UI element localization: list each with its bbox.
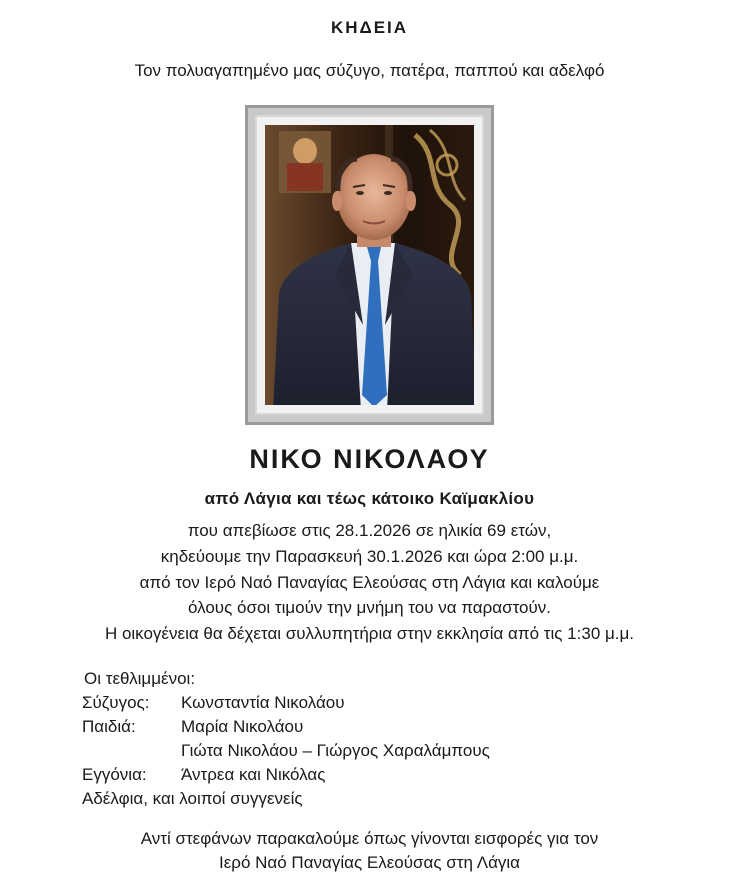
spouse-row xyxy=(82,691,345,715)
child-1-name: Μαρία Νικολάου xyxy=(181,717,304,736)
body-line-5: Η οικογένεια θα δέχεται συλλυπητήρια στην εκκλησία από τις 1:30 μ.μ. xyxy=(104,624,635,643)
spouse-label: Σύζυγος: xyxy=(82,693,150,712)
closing-line-2: Ιερό Ναό Παναγίας Ελεούσας στη Λάγια xyxy=(218,853,521,872)
children-row-2 xyxy=(82,739,490,763)
notice-heading: ΚΗΔΕΙΑ xyxy=(330,18,409,37)
photo-frame-inner xyxy=(255,115,484,415)
deceased-name: ΝΙΚΟ ΝΙΚΟΛΑΟΥ xyxy=(249,444,490,474)
siblings-row: Αδέλφια, και λοιποί συγγενείς xyxy=(82,789,303,808)
notice-intro: Τον πολυαγαπημένο μας σύζυγο, πατέρα, παππού και αδελφό xyxy=(134,61,605,80)
portrait-photo xyxy=(265,125,474,405)
photo-frame xyxy=(245,105,494,425)
body-line-4: όλους όσοι τιμούν την μνήμη του να παραστούν. xyxy=(187,598,552,617)
spouse-name: Κωνσταντία Νικολάου xyxy=(181,693,345,712)
children-row xyxy=(82,715,303,739)
children-label: Παιδιά: xyxy=(82,717,136,736)
grandchildren-label: Εγγόνια: xyxy=(82,765,147,784)
deceased-origin: από Λάγια και τέως κάτοικο Καϊμακλίου xyxy=(204,489,535,508)
grandchildren-names: Άντρεα και Νικόλας xyxy=(181,765,326,784)
closing-line-1: Αντί στεφάνων παρακαλούμε όπως γίνονται εισφορές για τον xyxy=(140,829,599,848)
mourners-list xyxy=(82,667,490,811)
child-2-name: Γιώτα Νικολάου – Γιώργος Χαραλάμπους xyxy=(181,741,490,760)
mourners-title: Οι τεθλιμμένοι: xyxy=(84,669,196,688)
body-line-2: κηδεύουμε την Παρασκευή 30.1.2026 και ώρα 2:00 μ.μ. xyxy=(160,547,579,566)
body-line-1: που απεβίωσε στις 28.1.2026 σε ηλικία 69 ετών, xyxy=(187,521,552,540)
body-line-3: από τον Ιερό Ναό Παναγίας Ελεούσας στη Λάγια και καλούμε xyxy=(139,573,600,592)
grandchildren-row xyxy=(82,763,326,787)
